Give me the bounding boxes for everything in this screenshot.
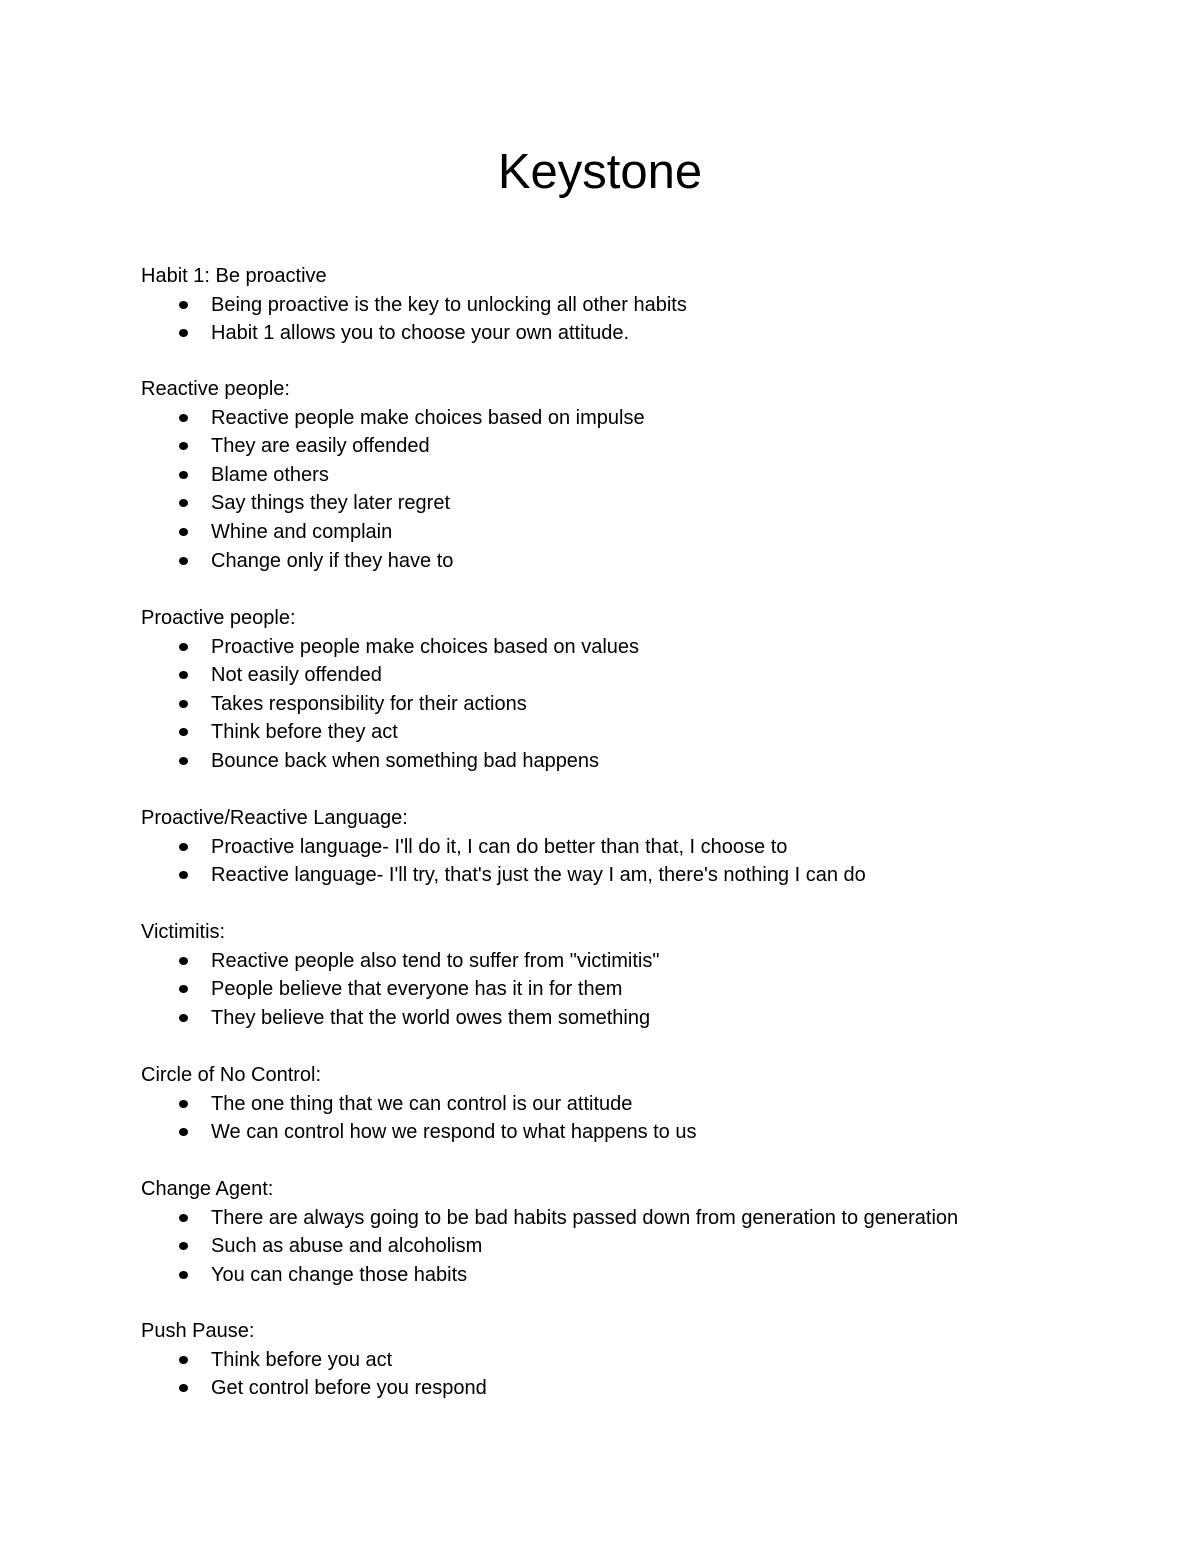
bullet-list xyxy=(141,404,1141,576)
bullet-icon xyxy=(179,301,188,309)
list-item xyxy=(141,661,1141,690)
section-heading: Proactive/Reactive Language: xyxy=(141,807,408,829)
list-item xyxy=(141,518,1141,547)
bullet-icon xyxy=(179,757,188,765)
list-item-text: The one thing that we can control is our attitude xyxy=(211,1092,633,1115)
bullet-icon xyxy=(179,957,188,965)
section-heading: Habit 1: Be proactive xyxy=(141,265,327,287)
bullet-icon xyxy=(179,700,188,708)
list-item xyxy=(141,461,1141,490)
bullet-icon xyxy=(179,1100,188,1108)
bullet-icon xyxy=(179,1242,188,1250)
list-item-text: They are easily offended xyxy=(211,435,430,458)
list-item-text: You can change those habits xyxy=(211,1263,468,1286)
list-item xyxy=(141,1204,1141,1233)
list-item-text: Not easily offended xyxy=(211,664,382,687)
list-item xyxy=(141,1374,1141,1403)
list-item xyxy=(141,1118,1141,1147)
list-item-text: Think before they act xyxy=(211,721,398,744)
section-victimitis xyxy=(141,918,1141,1032)
section-proactive-people xyxy=(141,604,1141,776)
list-item xyxy=(141,833,1141,862)
list-item xyxy=(141,747,1141,776)
section-heading: Reactive people: xyxy=(141,378,290,400)
list-item-text: There are always going to be bad habits passed down from generation to generation xyxy=(211,1206,959,1229)
bullet-icon xyxy=(179,471,188,479)
bullet-icon xyxy=(179,1356,188,1364)
list-item-text: Being proactive is the key to unlocking all other habits xyxy=(211,293,687,316)
bullet-icon xyxy=(179,1384,188,1392)
bullet-list xyxy=(141,633,1141,776)
bullet-icon xyxy=(179,671,188,679)
bullet-icon xyxy=(179,728,188,736)
bullet-icon xyxy=(179,1014,188,1022)
bullet-list xyxy=(141,1090,1141,1147)
list-item xyxy=(141,432,1141,461)
list-item-text: Such as abuse and alcoholism xyxy=(211,1235,483,1258)
bullet-icon xyxy=(179,871,188,879)
list-item xyxy=(141,404,1141,433)
section-heading: Victimitis: xyxy=(141,921,226,943)
list-item-text: Bounce back when something bad happens xyxy=(211,749,600,772)
bullet-list xyxy=(141,291,1141,348)
list-item xyxy=(141,1261,1141,1290)
bullet-icon xyxy=(179,329,188,337)
list-item xyxy=(141,718,1141,747)
list-item-text: Reactive people also tend to suffer from "victimitis" xyxy=(211,949,660,972)
bullet-list xyxy=(141,947,1141,1033)
list-item-text: Reactive people make choices based on impulse xyxy=(211,406,645,429)
bullet-icon xyxy=(179,843,188,851)
list-item-text: Think before you act xyxy=(211,1348,393,1371)
list-item-text: Change only if they have to xyxy=(211,549,454,572)
list-item xyxy=(141,633,1141,662)
list-item-text: Proactive people make choices based on values xyxy=(211,635,640,658)
list-item xyxy=(141,1232,1141,1261)
bullet-icon xyxy=(179,528,188,536)
bullet-list xyxy=(141,833,1141,890)
list-item-text: Takes responsibility for their actions xyxy=(211,692,527,715)
bullet-icon xyxy=(179,442,188,450)
section-change-agent xyxy=(141,1175,1141,1289)
list-item-text: Habit 1 allows you to choose your own attitude. xyxy=(211,322,630,345)
bullet-icon xyxy=(179,414,188,422)
list-item xyxy=(141,975,1141,1004)
list-item-text: Blame others xyxy=(211,463,329,486)
list-item-text: Whine and complain xyxy=(211,520,393,543)
list-item xyxy=(141,1090,1141,1119)
bullet-icon xyxy=(179,643,188,651)
bullet-list xyxy=(141,1346,1141,1403)
section-heading: Proactive people: xyxy=(141,607,296,629)
list-item xyxy=(141,1346,1141,1375)
list-item-text: Proactive language- I'll do it, I can do better than that, I choose to xyxy=(211,835,788,858)
list-item-text: People believe that everyone has it in for them xyxy=(211,978,623,1001)
section-heading: Push Pause: xyxy=(141,1320,255,1342)
list-item xyxy=(141,690,1141,719)
section-reactive-people xyxy=(141,375,1141,575)
list-item xyxy=(141,547,1141,576)
bullet-icon xyxy=(179,557,188,565)
list-item xyxy=(141,1004,1141,1033)
list-item-text: Reactive language- I'll try, that's just the way I am, there's nothing I can do xyxy=(211,864,866,887)
section-habit-1 xyxy=(141,262,1141,348)
list-item xyxy=(141,291,1141,320)
list-item xyxy=(141,947,1141,976)
bullet-icon xyxy=(179,499,188,507)
list-item xyxy=(141,861,1141,890)
list-item-text: They believe that the world owes them something xyxy=(211,1006,651,1029)
list-item-text: Get control before you respond xyxy=(211,1377,487,1400)
section-circle-of-no-control xyxy=(141,1061,1141,1147)
list-item xyxy=(141,319,1141,348)
bullet-icon xyxy=(179,1271,188,1279)
section-language xyxy=(141,804,1141,890)
list-item xyxy=(141,489,1141,518)
bullet-list xyxy=(141,1204,1141,1290)
bullet-icon xyxy=(179,985,188,993)
section-heading: Circle of No Control: xyxy=(141,1064,322,1086)
bullet-icon xyxy=(179,1128,188,1136)
section-push-pause xyxy=(141,1317,1141,1403)
list-item-text: Say things they later regret xyxy=(211,492,451,515)
bullet-icon xyxy=(179,1214,188,1222)
list-item-text: We can control how we respond to what happens to us xyxy=(211,1121,697,1144)
page-title: Keystone xyxy=(497,145,703,199)
section-heading: Change Agent: xyxy=(141,1178,274,1200)
